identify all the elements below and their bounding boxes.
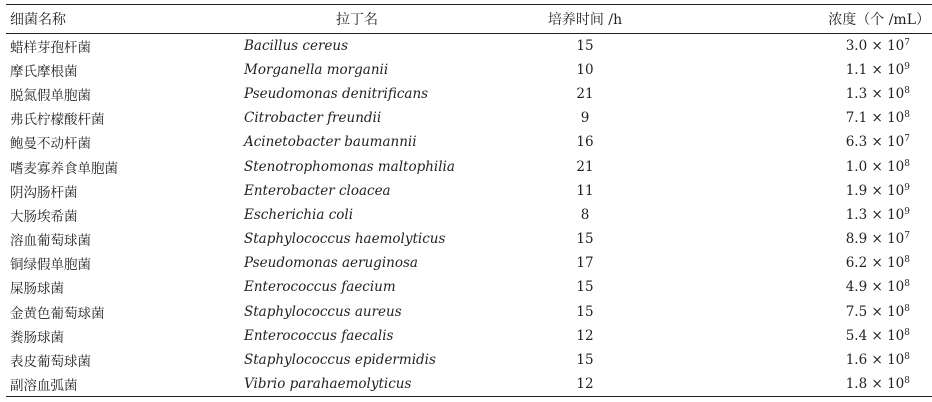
bacteria-cn-name: 屎肠球菌 — [10, 281, 64, 298]
concentration-exponent: 9 — [904, 206, 910, 217]
bacteria-cn-name: 蜡样芽孢杆菌 — [10, 39, 91, 56]
bacteria-cn-name: 铜绿假单胞菌 — [10, 257, 91, 274]
concentration-exponent: 9 — [904, 182, 910, 193]
table-row — [6, 34, 932, 58]
concentration-exponent: 7 — [904, 231, 910, 242]
header-culture-time: 培养时间 /h — [470, 5, 700, 34]
concentration-value — [700, 324, 932, 348]
table-row — [6, 130, 932, 154]
concentration-value — [700, 154, 932, 178]
bacteria-table — [6, 4, 932, 397]
concentration-base: 10 — [887, 158, 905, 175]
times-sign: × — [871, 85, 883, 102]
concentration-value — [700, 106, 932, 130]
culture-time: 15 — [576, 231, 594, 248]
concentration-base: 10 — [887, 303, 905, 320]
concentration-mantissa: 1.0 — [845, 158, 868, 175]
times-sign: × — [871, 182, 883, 199]
concentration-mantissa: 1.9 — [845, 182, 868, 199]
concentration-base: 10 — [887, 134, 905, 151]
concentration-base: 10 — [887, 327, 905, 344]
bacteria-cn-name: 摩氏摩根菌 — [10, 63, 78, 80]
culture-time: 15 — [576, 279, 594, 296]
times-sign: × — [871, 110, 883, 127]
concentration-base: 10 — [887, 352, 905, 369]
concentration-exponent: 8 — [904, 375, 910, 386]
bacteria-latin-name: Morganella morganii — [244, 61, 389, 78]
table-row — [6, 324, 932, 348]
culture-time: 21 — [576, 158, 594, 175]
concentration-base: 10 — [887, 182, 905, 199]
bacteria-cn-name: 溶血葡萄球菌 — [10, 233, 91, 250]
header-row — [6, 5, 932, 34]
culture-time: 8 — [580, 206, 590, 223]
concentration-value — [700, 251, 932, 275]
culture-time: 15 — [576, 303, 594, 320]
bacteria-latin-name: Acinetobacter baumannii — [244, 134, 417, 151]
times-sign: × — [871, 231, 883, 248]
culture-time: 11 — [576, 182, 594, 199]
concentration-base: 10 — [887, 85, 905, 102]
concentration-base: 10 — [887, 110, 905, 127]
concentration-value — [700, 300, 932, 324]
bacteria-cn-name: 大肠埃希菌 — [10, 208, 78, 225]
times-sign: × — [871, 255, 883, 272]
table-row — [6, 179, 932, 203]
header-latin-name: 拉丁名 — [238, 5, 470, 34]
concentration-exponent: 8 — [904, 255, 910, 266]
table-row — [6, 275, 932, 299]
concentration-mantissa: 1.3 — [845, 206, 868, 223]
table-row — [6, 58, 932, 82]
table-row — [6, 300, 932, 324]
times-sign: × — [871, 61, 883, 78]
table-row — [6, 203, 932, 227]
bacteria-latin-name: Enterococcus faecium — [244, 279, 396, 296]
concentration-mantissa: 7.5 — [845, 303, 868, 320]
concentration-exponent: 7 — [904, 37, 910, 48]
bacteria-cn-name: 脱氮假单胞菌 — [10, 87, 91, 104]
times-sign: × — [871, 158, 883, 175]
culture-time: 15 — [576, 37, 594, 54]
concentration-exponent: 8 — [904, 279, 910, 290]
concentration-exponent: 8 — [904, 352, 910, 363]
concentration-base: 10 — [887, 37, 905, 54]
bacteria-latin-name: Enterobacter cloacea — [244, 182, 391, 199]
concentration-base: 10 — [887, 375, 905, 392]
concentration-mantissa: 3.0 — [845, 37, 868, 54]
bacteria-latin-name: Staphylococcus haemolyticus — [244, 231, 446, 248]
concentration-value — [700, 203, 932, 227]
bacteria-latin-name: Citrobacter freundii — [244, 110, 382, 127]
concentration-mantissa: 5.4 — [845, 327, 868, 344]
header-cn-name: 细菌名称 — [6, 5, 238, 34]
bacteria-cn-name: 金黄色葡萄球菌 — [10, 305, 105, 322]
table-body — [6, 34, 932, 397]
concentration-exponent: 8 — [904, 85, 910, 96]
bacteria-latin-name: Vibrio parahaemolyticus — [238, 372, 470, 396]
concentration-value — [700, 227, 932, 251]
concentration-value — [700, 58, 932, 82]
concentration-value — [700, 82, 932, 106]
bacteria-latin-name: Stenotrophomonas maltophilia — [244, 158, 455, 175]
times-sign: × — [871, 206, 883, 223]
culture-time: 15 — [576, 352, 594, 369]
bacteria-latin-name: Bacillus cereus — [244, 37, 349, 54]
concentration-base: 10 — [887, 206, 905, 223]
culture-time: 21 — [576, 85, 594, 102]
times-sign: × — [871, 279, 883, 296]
concentration-mantissa: 1.3 — [845, 85, 868, 102]
header-concentration: 浓度（个 /mL） — [700, 5, 932, 34]
table-row — [6, 348, 932, 372]
table-row — [6, 372, 932, 396]
concentration-mantissa: 6.3 — [845, 134, 868, 151]
bacteria-latin-name: Staphylococcus epidermidis — [244, 352, 436, 369]
bacteria-cn-name: 副溶血弧菌 — [6, 372, 238, 396]
times-sign: × — [871, 37, 883, 54]
table-row — [6, 82, 932, 106]
culture-time: 12 — [470, 372, 700, 396]
table-header — [6, 5, 932, 34]
table-row — [6, 154, 932, 178]
bacteria-latin-name: Escherichia coli — [244, 206, 354, 223]
concentration-mantissa: 7.1 — [845, 110, 868, 127]
bacteria-latin-name: Pseudomonas aeruginosa — [244, 255, 418, 272]
concentration-exponent: 8 — [904, 303, 910, 314]
bacteria-cn-name: 粪肠球菌 — [10, 329, 64, 346]
concentration-value — [700, 179, 932, 203]
concentration-value — [700, 372, 932, 396]
culture-time: 17 — [576, 255, 594, 272]
concentration-mantissa: 1.1 — [845, 61, 868, 78]
bacteria-cn-name: 阴沟肠杆菌 — [10, 184, 78, 201]
concentration-mantissa: 1.6 — [845, 352, 868, 369]
concentration-mantissa: 4.9 — [845, 279, 868, 296]
concentration-mantissa: 8.9 — [845, 231, 868, 248]
times-sign: × — [871, 134, 883, 151]
concentration-value — [700, 34, 932, 58]
concentration-value — [700, 348, 932, 372]
concentration-base: 10 — [887, 279, 905, 296]
concentration-value — [700, 130, 932, 154]
times-sign: × — [871, 303, 883, 320]
bacteria-latin-name: Enterococcus faecalis — [244, 327, 394, 344]
concentration-mantissa: 6.2 — [845, 255, 868, 272]
bacteria-cn-name: 弗氏柠檬酸杆菌 — [10, 112, 105, 129]
concentration-exponent: 9 — [904, 61, 910, 72]
concentration-base: 10 — [887, 231, 905, 248]
concentration-mantissa: 1.8 — [845, 375, 868, 392]
culture-time: 12 — [576, 327, 594, 344]
times-sign: × — [871, 327, 883, 344]
culture-time: 9 — [580, 110, 590, 127]
table-row — [6, 106, 932, 130]
concentration-value — [700, 275, 932, 299]
table-row — [6, 227, 932, 251]
concentration-base: 10 — [887, 255, 905, 272]
bacteria-cn-name: 嗜麦寡养食单胞菌 — [10, 160, 118, 177]
concentration-exponent: 8 — [904, 158, 910, 169]
concentration-exponent: 7 — [904, 134, 910, 145]
bacteria-cn-name: 鲍曼不动杆菌 — [10, 136, 91, 153]
times-sign: × — [871, 375, 883, 392]
concentration-exponent: 8 — [904, 110, 910, 121]
bacteria-latin-name: Pseudomonas denitrificans — [244, 85, 429, 102]
concentration-exponent: 8 — [904, 327, 910, 338]
bacteria-cn-name: 表皮葡萄球菌 — [10, 354, 91, 371]
culture-time: 10 — [576, 61, 594, 78]
bacteria-latin-name: Staphylococcus aureus — [244, 303, 402, 320]
concentration-base: 10 — [887, 61, 905, 78]
times-sign: × — [871, 352, 883, 369]
table-row — [6, 251, 932, 275]
culture-time: 16 — [576, 134, 594, 151]
